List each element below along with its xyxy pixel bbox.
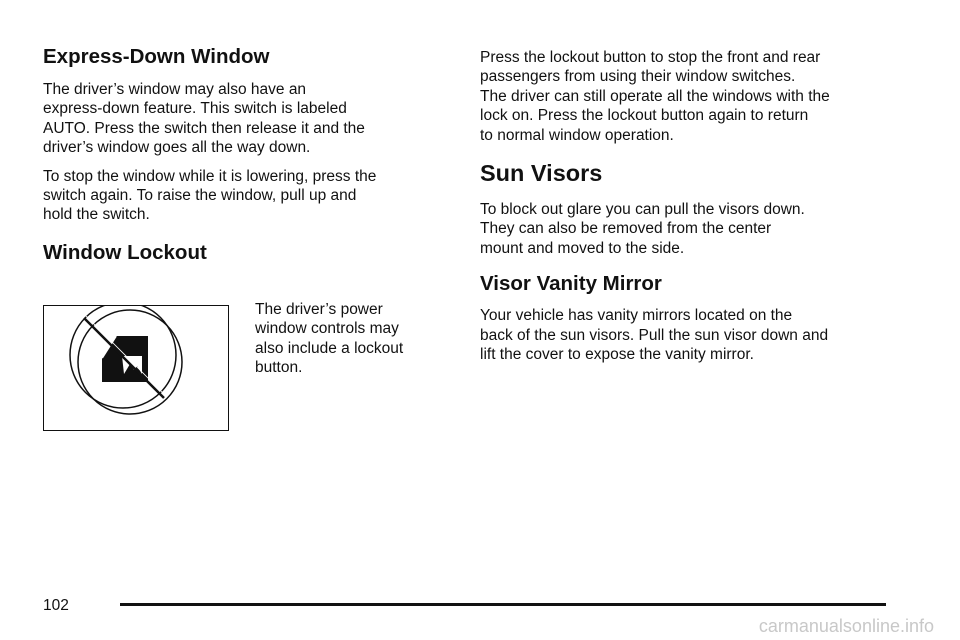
express-down-heading: Express-Down Window	[43, 45, 270, 68]
line: switch again. To raise the window, pull up and	[43, 187, 357, 205]
line: AUTO. Press the switch then release it and the	[43, 119, 365, 137]
line: lift the cover to expose the vanity mirror.	[480, 346, 754, 364]
right-column	[480, 40, 900, 364]
page-number: 102	[43, 597, 69, 614]
express-down-paragraph-2	[43, 167, 443, 225]
visor-vanity-mirror-heading: Visor Vanity Mirror	[480, 272, 662, 296]
footer-rule	[120, 603, 886, 606]
line: Press the lockout button to stop the front and rear	[480, 49, 821, 66]
line: back of the sun visors. Pull the sun visor down and	[480, 326, 829, 344]
sun-visors-paragraph	[480, 200, 900, 258]
line: The driver can still operate all the windows with the	[480, 87, 830, 105]
line: passengers from using their window switches.	[480, 68, 796, 86]
window-lockout-heading: Window Lockout	[43, 240, 207, 264]
window-lockout-symbol-icon	[44, 306, 227, 429]
line: To block out glare you can pull the visors down.	[480, 201, 805, 219]
window-lockout-figure-row	[43, 265, 443, 405]
line: To stop the window while it is lowering, press the	[43, 167, 377, 185]
line: also include a lockout	[255, 339, 404, 357]
lockout-figure-frame	[43, 305, 229, 431]
line: They can also be removed from the center	[480, 220, 772, 238]
line: hold the switch.	[43, 206, 150, 224]
window-lockout-side-text	[255, 300, 445, 378]
line: express-down feature. This switch is labeled	[43, 100, 347, 118]
left-column	[43, 40, 443, 405]
vanity-mirror-paragraph	[480, 306, 900, 364]
line: to normal window operation.	[480, 126, 674, 144]
lockout-continued-paragraph	[480, 48, 900, 145]
line: lock on. Press the lockout button again to return	[480, 107, 809, 125]
line: mount and moved to the side.	[480, 239, 685, 257]
line: driver’s window goes all the way down.	[43, 139, 311, 157]
line: button.	[255, 359, 303, 377]
watermark-text: carmanualsonline.info	[758, 616, 934, 636]
line: Your vehicle has vanity mirrors located on the	[480, 307, 793, 325]
line: The driver’s power	[255, 300, 383, 318]
sun-visors-heading: Sun Visors	[480, 160, 603, 187]
express-down-paragraph-1	[43, 80, 443, 158]
line: window controls may	[255, 320, 399, 338]
line: The driver’s window may also have an	[43, 81, 307, 98]
